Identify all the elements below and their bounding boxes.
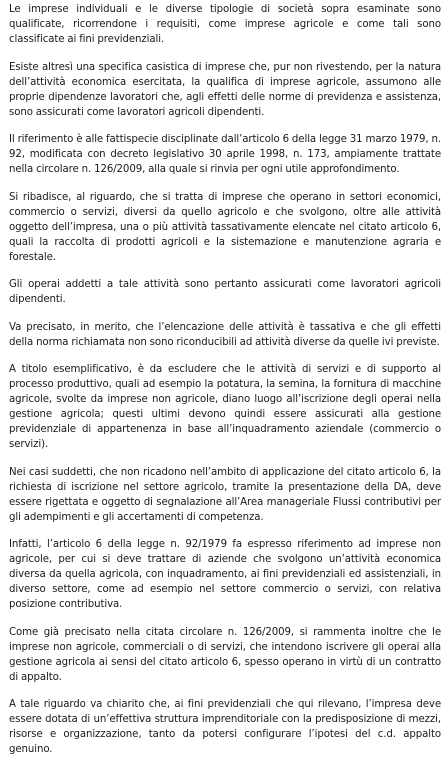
paragraph: A tale riguardo va chiarito che, ai fini previdenziali che qui rilevano, l’impresa deve essere dotata di un’effettiva struttura imprenditoriale con la predisposizione di mezzi, risorse e organizzazione, tanto da potersi configurare l’ipotesi del c.d. appalto genuino. <box>9 699 441 755</box>
paragraph: Gli operai addetti a tale attività sono pertanto assicurati come lavoratori agricoli dipendenti. <box>9 279 441 305</box>
paragraph: Esiste altresì una specifica casistica di imprese che, pur non rivestendo, per la natura dell’attività economica esercitata, la qualifica di imprese agricole, assumono alle proprie dipendenze lavoratori che, agli effetti delle norme di previdenza e assistenza, sono assicurati come lavoratori agricoli dipendenti. <box>9 61 441 118</box>
paragraph: Il riferimento è alle fattispecie disciplinate dall’articolo 6 della legge 31 marzo 1979, n. 92, modificata con decreto legislativo 30 aprile 1998, n. 173, ampiamente trattate nella circolare n. 126/2009, alla quale si rinvia per ogni utile approfondimento. <box>9 134 441 175</box>
paragraph: Le imprese individuali e le diverse tipologie di società sopra esaminate sono qualificate, ricorrendone i requisiti, come imprese agricole e come tali sono classificate ai fini previdenziali. <box>9 4 441 45</box>
paragraph: Va precisato, in merito, che l’elencazione delle attività è tassativa e che gli effetti della norma richiamata non sono riconducibili ad attività diverse da quelle ivi previste. <box>9 321 441 348</box>
paragraph: Infatti, l’articolo 6 della legge n. 92/1979 fa espresso riferimento ad imprese non agricole, per cui si deve trattare di aziende che svolgono un’attività economica diversa da quella agricola, con inquadramento, ai fini previdenziali ed assistenziali, in diverso settore, come ad esempio nel settore commercio o servizi, con relativa posizione contributiva. <box>9 539 441 610</box>
paragraph: Si ribadisce, al riguardo, che si tratta di imprese che operano in settori economici, commercio o servizi, diversi da quello agricolo e che svolgono, oltre alle attività oggetto dell’impresa, una o più attività tassativamente elencate nel citato articolo 6, quali la raccolta di prodotti agricoli e la sistemazione e manutenzione agraria e forestale. <box>9 191 441 263</box>
paragraph: Come già precisato nella citata circolare n. 126/2009, si rammenta inoltre che le imprese non agricole, commerciali o di servizi, che intendono iscrivere gli operai alla gestione agricola ai sensi del citato articolo 6, spesso operano in virtù di un contratto di appalto. <box>9 626 441 683</box>
paragraph: Nei casi suddetti, che non ricadono nell’ambito di applicazione del citato articolo 6, la richiesta di iscrizione nel settore agricolo, tramite la presentazione della DA, deve essere rigettata e oggetto di segnalazione all’Area manageriale Flussi contributivi per gli adempimenti e gli accertamenti di competenza. <box>9 466 441 523</box>
paragraph: A titolo esemplificativo, è da escludere che le attività di servizi e di supporto al processo produttivo, quali ad esempio la potatura, la semina, la fornitura di macchine agricole, svolte da imprese non agricole, diano luogo all’iscrizione degli operai nella gestione agricola; questi ultimi devono quindi essere assicurati alla gestione previdenziale di appartenenza in base all’inquadramento aziendale (commercio o servizi). <box>9 364 441 450</box>
